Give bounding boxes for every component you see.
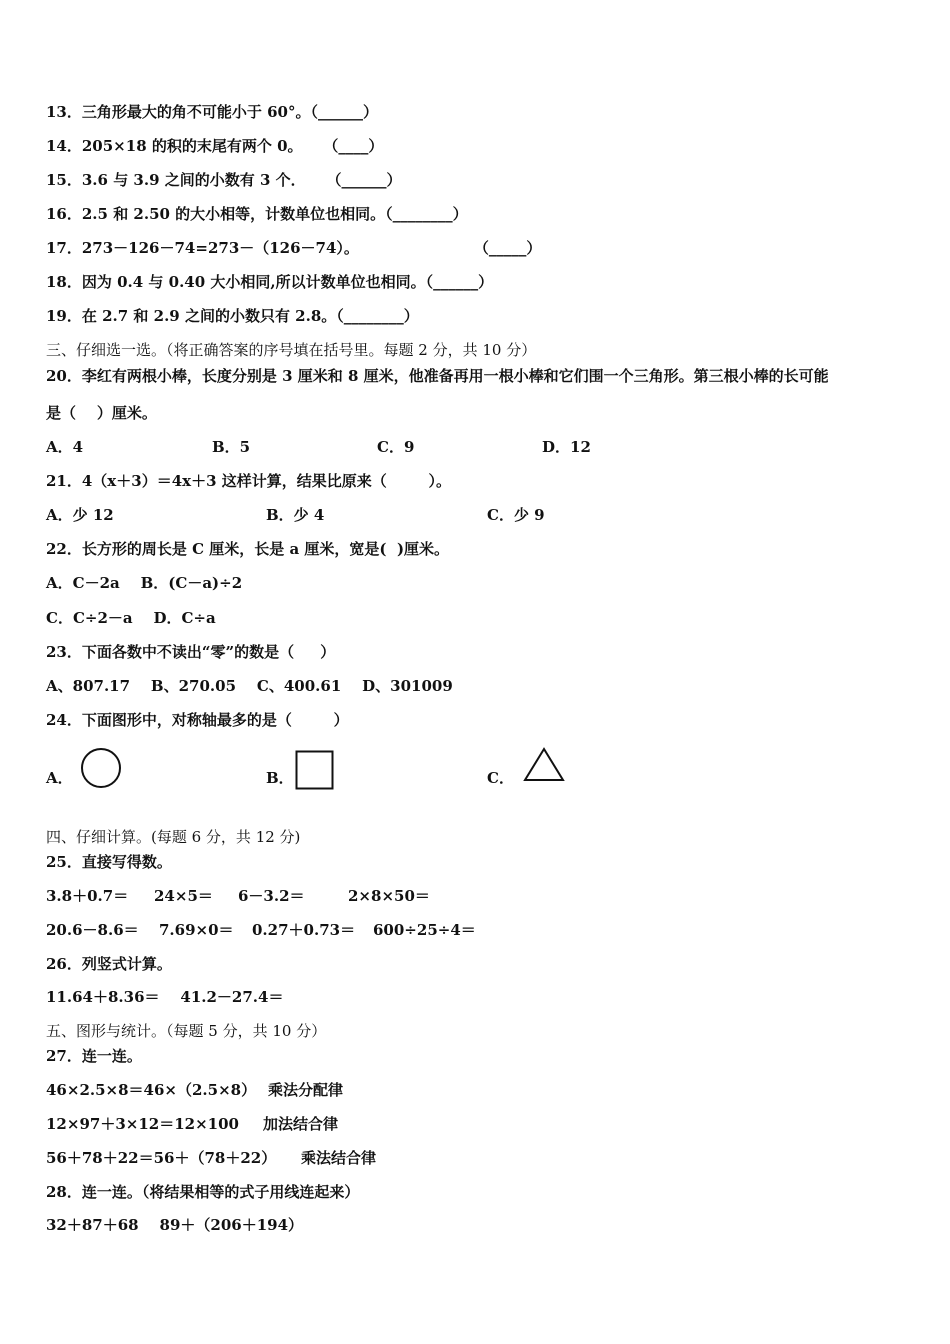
calc-item: 6－3.2＝ <box>238 887 305 905</box>
question-21-option-a: A．少 12 <box>46 506 114 524</box>
question-17: 17．273－126－74=273－（126－74）。 （_____） <box>46 239 542 257</box>
question-24: 24．下面图形中，对称轴最多的是（ ） <box>46 711 349 729</box>
question-20-option-b: B．5 <box>212 438 251 456</box>
calc-item: 3.8＋0.7＝ <box>46 887 129 905</box>
calc-item: 2×8×50＝ <box>348 887 430 905</box>
match-left-item: 12×97＋3×12＝12×100 <box>46 1115 239 1133</box>
question-28: 28．连一连。（将结果相等的式子用线连起来） <box>46 1183 360 1201</box>
question-25: 25．直接写得数。 <box>46 853 172 871</box>
circle-icon <box>80 747 122 793</box>
question-28-items: 32＋87＋68 89＋（206＋194） <box>46 1216 304 1234</box>
question-19: 19．在 2.7 和 2.9 之间的小数只有 2.8。（________） <box>46 307 419 325</box>
question-15: 15．3.6 与 3.9 之间的小数有 3 个． （______） <box>46 171 402 189</box>
question-20-option-a: A．4 <box>46 438 84 456</box>
question-21: 21．4（x＋3）＝4x＋3 这样计算，结果比原来（ ）。 <box>46 472 452 490</box>
question-23-options: A、807.17 B、270.05 C、400.61 D、301009 <box>46 677 453 695</box>
question-16: 16．2.5 和 2.50 的大小相等，计数单位也相同。（________） <box>46 205 468 223</box>
section-3-heading: 三、仔细选一选。（将正确答案的序号填在括号里。每题 2 分，共 10 分） <box>46 341 537 359</box>
question-20-option-d: D．12 <box>542 438 591 456</box>
question-24-option-b: B． <box>266 769 294 787</box>
question-23: 23．下面各数中不读出“零”的数是（ ） <box>46 643 336 661</box>
calc-item: 7.69×0＝ <box>159 921 234 939</box>
question-21-option-c: C．少 9 <box>487 506 545 524</box>
question-24-option-c: C． <box>487 769 514 787</box>
calc-item: 24×5＝ <box>154 887 213 905</box>
section-5-heading: 五、图形与统计。（每题 5 分，共 10 分） <box>46 1022 327 1040</box>
question-26: 26．列竖式计算。 <box>46 955 172 973</box>
question-18: 18．因为 0.4 与 0.40 大小相同,所以计数单位也相同。（______） <box>46 273 494 291</box>
question-22-options-line-2: C．C÷2－a D．C÷a <box>46 609 216 627</box>
question-26-items: 11.64＋8.36＝ 41.2－27.4＝ <box>46 988 284 1006</box>
calc-item: 20.6－8.6＝ <box>46 921 139 939</box>
calc-item: 0.27＋0.73＝ <box>252 921 356 939</box>
question-13: 13．三角形最大的角不可能小于 60°。（______） <box>46 103 378 121</box>
match-left-item: 46×2.5×8＝46×（2.5×8） <box>46 1081 257 1099</box>
section-4-heading: 四、仔细计算。(每题 6 分，共 12 分) <box>46 828 301 846</box>
question-20-option-c: C．9 <box>377 438 415 456</box>
question-21-option-b: B．少 4 <box>266 506 325 524</box>
calc-item: 600÷25÷4＝ <box>373 921 476 939</box>
match-right-item: 乘法分配律 <box>268 1081 344 1099</box>
question-27: 27．连一连。 <box>46 1047 142 1065</box>
question-20-line-2: 是（ ）厘米。 <box>46 404 157 422</box>
match-left-item: 56＋78＋22＝56＋（78＋22） <box>46 1149 277 1167</box>
question-20-line-1: 20．李红有两根小棒，长度分别是 3 厘米和 8 厘米，他准备再用一根小棒和它们围一个三角形。第三根小棒的长可能 <box>46 367 829 385</box>
question-22: 22．长方形的周长是 C 厘米，长是 a 厘米，宽是( )厘米。 <box>46 540 450 558</box>
match-right-item: 加法结合律 <box>263 1115 339 1133</box>
question-22-options-line-1: A．C－2a B．(C－a)÷2 <box>46 574 243 592</box>
square-icon <box>295 750 335 794</box>
match-right-item: 乘法结合律 <box>301 1149 377 1167</box>
triangle-icon <box>522 747 566 787</box>
question-14: 14．205×18 的积的末尾有两个 0。 （____） <box>46 137 384 155</box>
question-24-option-a: A． <box>46 769 73 787</box>
